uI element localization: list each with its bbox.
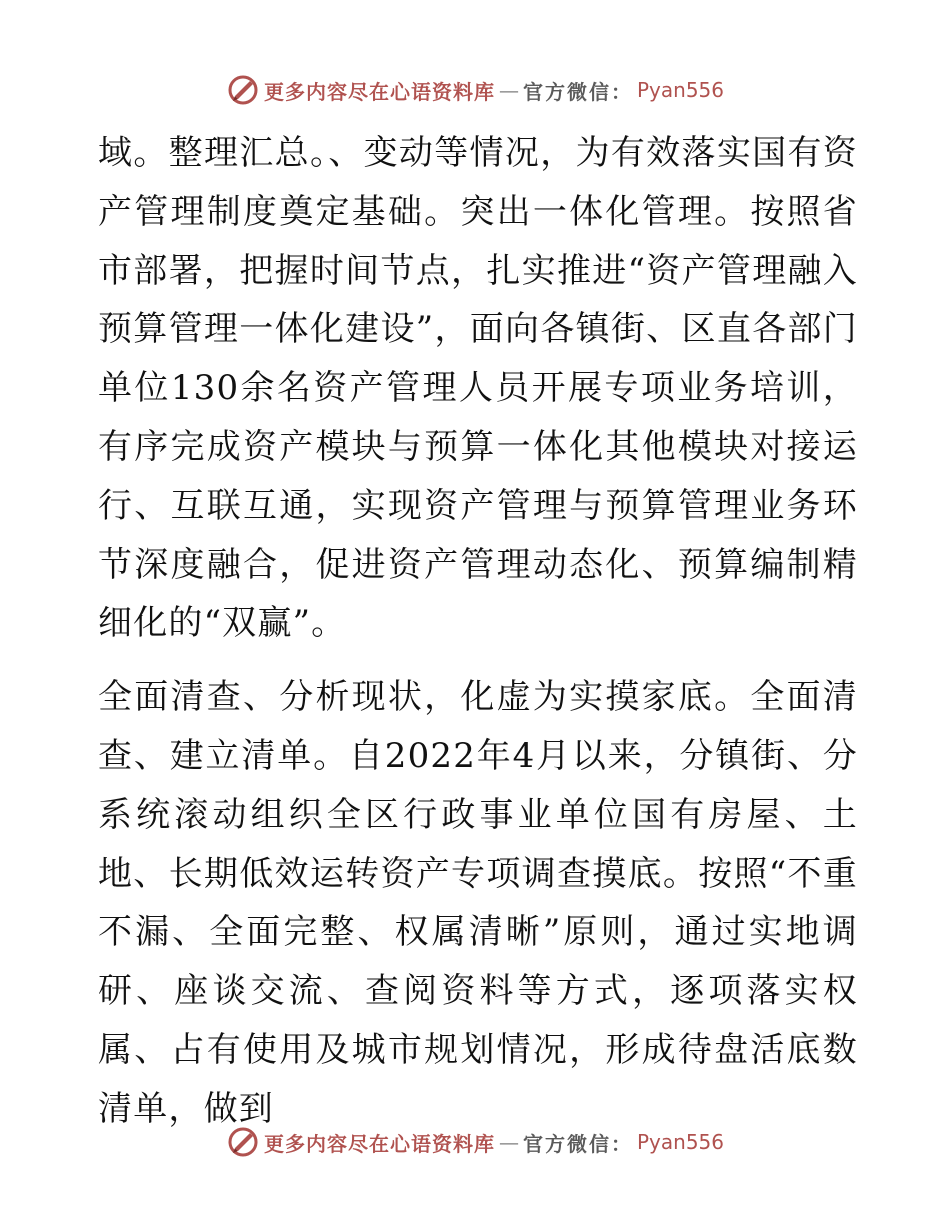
watermark-label: 官方微信： (522, 1131, 633, 1156)
watermark-label: 官方微信： (522, 79, 633, 104)
paragraph-asset-inventory: 全面清查、分析现状，化虚为实摸家底。全面清查、建立清单。自2022年4月以来，分镇街、分系统滚动组织全区行政事业单位国有房屋、土地、长期低效运转资产专项调查摸底。按照“不重不漏、全面完整、权属清晰”原则，通过实地调研、座谈交流、查阅资料等方式，逐项落实权属、占有使用及城市规划情况，形成待盘活底数清单，做到 (98, 677, 858, 1129)
brand-logo-icon (226, 74, 260, 106)
watermark-wechat-id: Pyan556 (636, 78, 724, 102)
watermark-wechat-id: Pyan556 (636, 1130, 724, 1154)
watermark-text: 更多内容尽在心语资料库 (263, 79, 495, 104)
watermark-text: 更多内容尽在心语资料库 (263, 1131, 495, 1156)
paragraph-asset-integration: 域。整理汇总。、变动等情况，为有效落实国有资产管理制度奠定基础。突出一体化管理。按照省市部署，把握时间节点，扎实推进“资产管理融入预算管理一体化建设”，面向各镇街、区直各部门单位130余名资产管理人员开展专项业务培训，有序完成资产模块与预算一体化其他模块对接运行、互联互通，实现资产管理与预算管理业务环节深度融合，促进资产管理动态化、预算编制精细化的“双赢”。 (98, 133, 858, 644)
watermark-separator: — (498, 78, 519, 102)
header-watermark (0, 74, 950, 106)
brand-logo-icon (226, 1126, 260, 1158)
footer-watermark (0, 1126, 950, 1158)
watermark-separator: — (498, 1130, 519, 1154)
document-body (98, 124, 858, 1139)
